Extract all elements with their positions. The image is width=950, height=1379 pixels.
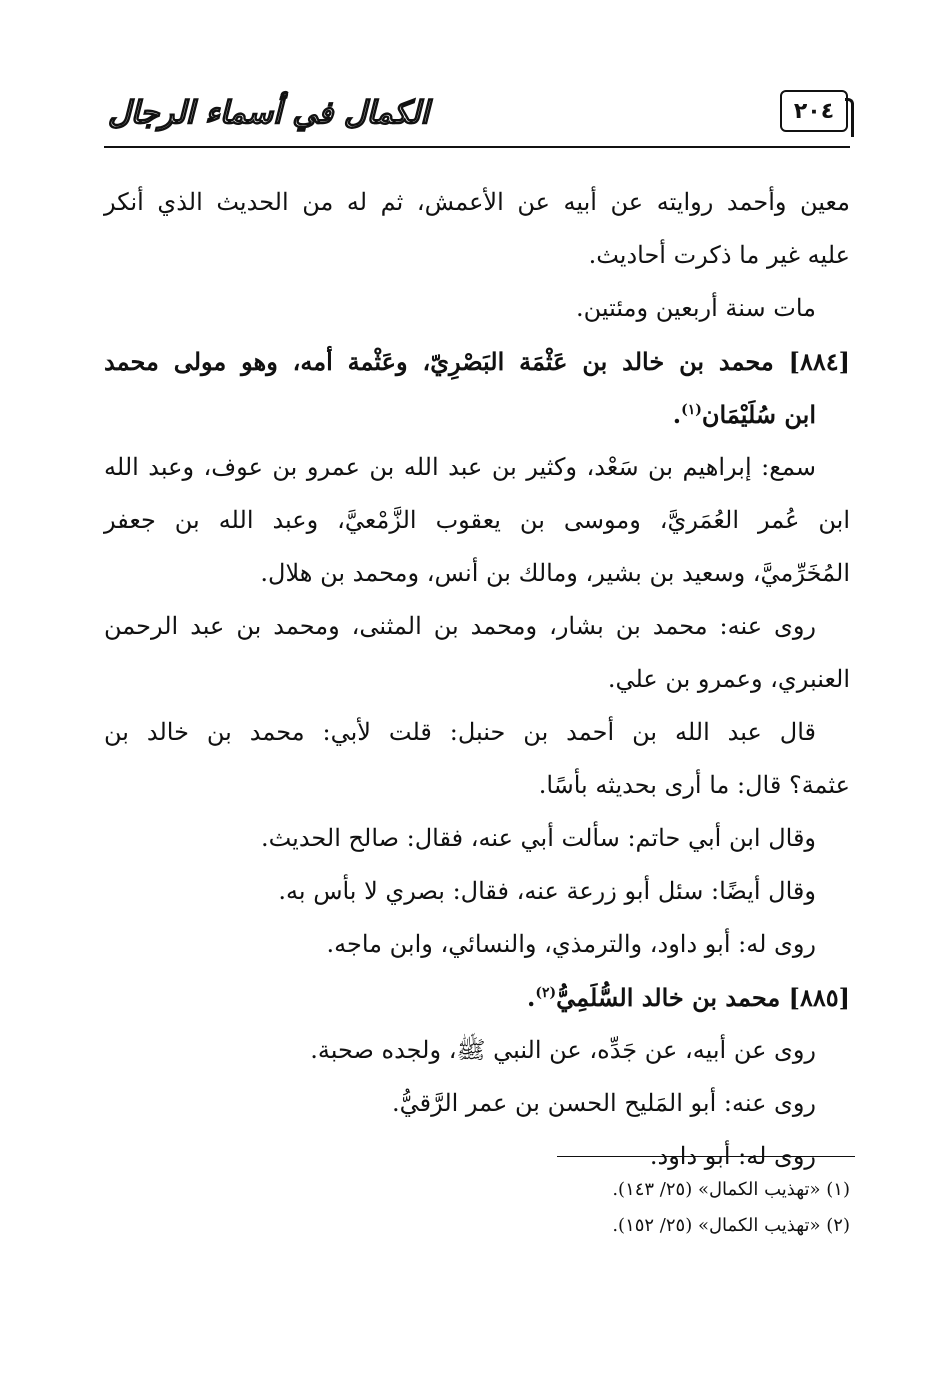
period: . [527, 983, 536, 1012]
text-line: قال عبد الله بن أحمد بن حنبل: قلت لأبي: محمد بن خالد بن [104, 718, 816, 746]
text-line: المُخَرِّميَّ، وسعيد بن بشير، ومالك بن أنس، ومحمد بن هلال. [260, 559, 850, 587]
text-line: عليه غير ما ذكرت أحاديث. [588, 241, 850, 269]
header-rule [104, 146, 850, 148]
text-line: معين وأحمد روايته عن أبيه عن الأعمش، ثم له من الحديث الذي أنكر [104, 188, 850, 216]
running-title: الكمال في أسماء الرجال [108, 95, 429, 131]
text-line: روى عن أبيه، عن جَدِّه، عن النبي ﷺ، ولجده صحبة. [310, 1036, 816, 1064]
text-line: وقال ابن أبي حاتم: سألت أبي عنه، فقال: صالح الحديث. [260, 824, 816, 852]
entry-heading-text: [٨٨٥] محمد بن خالد السُّلَمِيُّ [556, 983, 850, 1012]
text-line: ابن عُمر العُمَريَّ، وموسى بن يعقوب الزَّمْعيَّ، وعبد الله بن جعفر [104, 506, 850, 534]
footnote-rule [557, 1156, 855, 1157]
text-line: روى له: أبو داود، والترمذي، والنسائي، وابن ماجه. [326, 930, 816, 958]
entry-heading-884-cont [104, 388, 850, 441]
footnote-1: (١) «تهذيب الكمال» (٢٥/ ١٤٣). [612, 1179, 850, 1200]
period: . [672, 400, 682, 429]
page-header [104, 86, 850, 148]
page-number-frame [780, 90, 848, 132]
entry-heading-text: ابن سُلَيْمَان [701, 400, 816, 429]
footnotes [350, 1172, 850, 1244]
text-line: عثمة؟ قال: ما أرى بحديثه بأسًا. [538, 771, 850, 799]
page-number: ٢٠٤ [793, 98, 835, 124]
footnote-2: (٢) «تهذيب الكمال» (٢٥/ ١٥٢). [612, 1215, 850, 1236]
death-note: مات سنة أربعين ومئتين. [576, 294, 816, 322]
footnote-ref-2[interactable]: (٢) [535, 985, 557, 1001]
entry-heading-885 [104, 971, 850, 1024]
text-line: روى له: أبو داود. [649, 1142, 816, 1170]
text-line: روى عنه: محمد بن بشار، ومحمد بن المثنى، ومحمد بن عبد الرحمن [104, 612, 816, 640]
text-line: روى عنه: أبو المَليح الحسن بن عمر الرَّقيُّ. [391, 1089, 816, 1117]
text-line: العنبري، وعمرو بن علي. [607, 665, 850, 693]
main-text [104, 176, 850, 1183]
footnote-ref-1[interactable]: (١) [681, 402, 702, 418]
entry-heading-884: [٨٨٤] محمد بن خالد بن عَثْمَة البَصْرِيّ، وعَثْمة أمه، وهو مولى محمد [104, 347, 850, 376]
text-line: وقال أيضًا: سئل أبو زرعة عنه، فقال: بصري لا بأس به. [278, 877, 816, 905]
text-line: سمع: إبراهيم بن سَعْد، وكثير بن عبد الله بن عمرو بن عوف، وعبد الله [104, 453, 816, 481]
